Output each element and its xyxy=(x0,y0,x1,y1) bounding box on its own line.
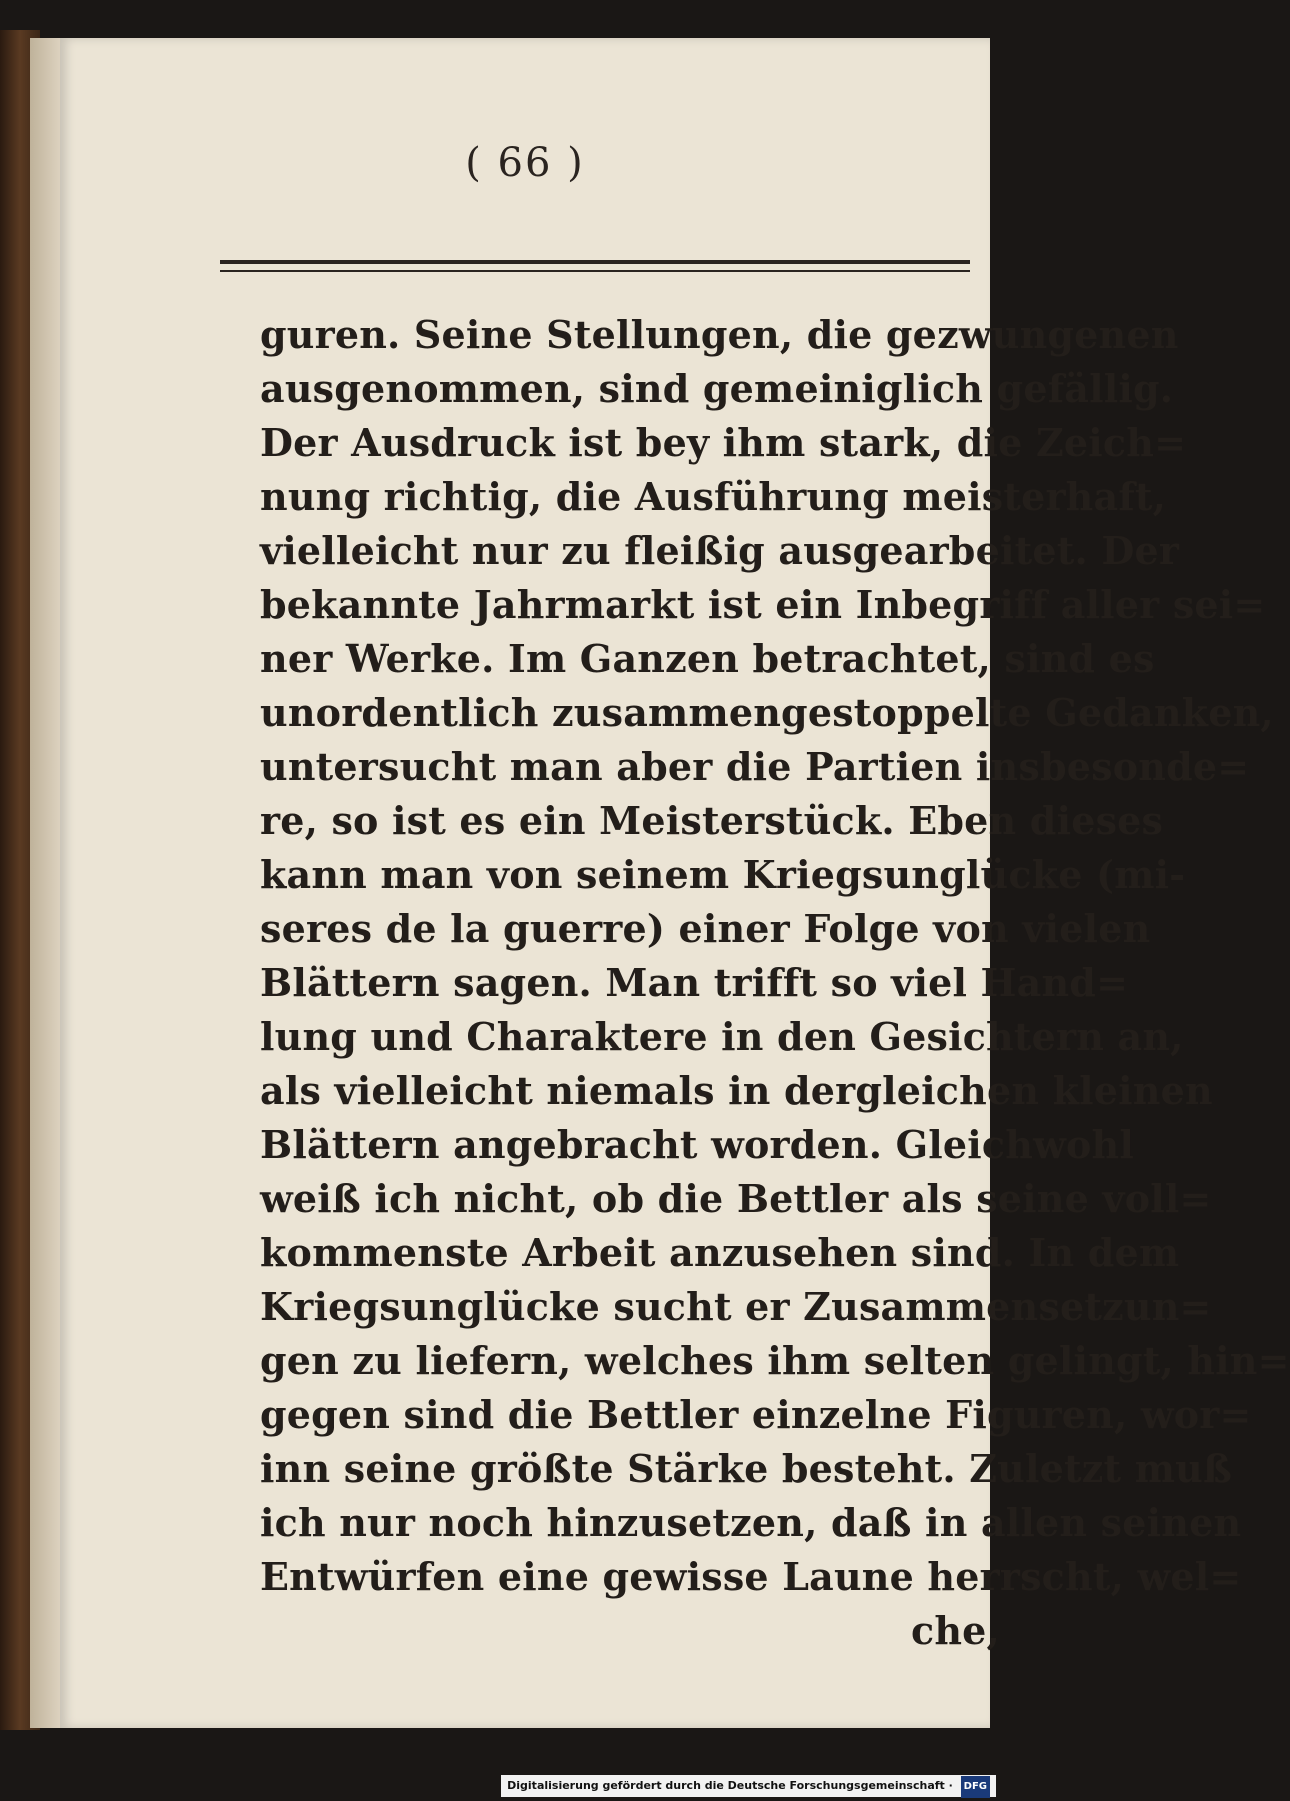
text-line: untersucht man aber die Partien insbesonde= xyxy=(260,744,1250,789)
page-number: ( 66 ) xyxy=(465,140,585,186)
text-line: Blättern sagen. Man trifft so viel Hand= xyxy=(260,960,1129,1005)
body-text xyxy=(260,308,1290,1658)
text-line: unordentlich zusammengestoppelte Gedanken, xyxy=(260,690,1274,735)
text-line: vielleicht nur zu fleißig ausgearbeitet. Der xyxy=(260,528,1180,573)
dfg-logo: DFG xyxy=(961,1776,990,1798)
credit-text: Digitalisierung gefördert durch die Deutsche Forschungsgemeinschaft · xyxy=(507,1779,953,1792)
header-rule-thin xyxy=(220,270,970,272)
text-line: gen zu liefern, welches ihm selten gelingt, hin= xyxy=(260,1338,1290,1383)
text-line: kann man von seinem Kriegsunglücke (mi- xyxy=(260,852,1186,897)
digitization-credit xyxy=(501,1775,996,1797)
text-line: Entwürfen eine gewisse Laune herrscht, wel= xyxy=(260,1554,1242,1599)
text-line: als vielleicht niemals in dergleichen kleinen xyxy=(260,1068,1213,1113)
text-line: ausgenommen, sind gemeiniglich gefällig. xyxy=(260,366,1174,411)
text-line: ner Werke. Im Ganzen betrachtet, sind es xyxy=(260,636,1155,681)
text-line: Kriegsunglücke sucht er Zusammensetzun= xyxy=(260,1284,1212,1329)
book-page xyxy=(60,38,1290,1728)
text-line: inn seine größte Stärke besteht. Zuletzt muß xyxy=(260,1446,1233,1491)
text-line: lung und Charaktere in den Gesichtern an, xyxy=(260,1014,1184,1059)
catchword: che, xyxy=(911,1608,1000,1653)
text-line: ich nur noch hinzusetzen, daß in allen seinen xyxy=(260,1500,1242,1545)
text-line: seres de la guerre) einer Folge von vielen xyxy=(260,906,1151,951)
text-line: kommenste Arbeit anzusehen sind. In dem xyxy=(260,1230,1180,1275)
text-line: Der Ausdruck ist bey ihm stark, die Zeich= xyxy=(260,420,1187,465)
text-line: gegen sind die Bettler einzelne Figuren, wor= xyxy=(260,1392,1252,1437)
text-line: weiß ich nicht, ob die Bettler als seine voll= xyxy=(260,1176,1212,1221)
text-line: re, so ist es ein Meisterstück. Eben dieses xyxy=(260,798,1164,843)
header-rule xyxy=(220,260,970,264)
text-line: bekannte Jahrmarkt ist ein Inbegriff aller sei= xyxy=(260,582,1266,627)
text-line: Blättern angebracht worden. Gleichwohl xyxy=(260,1122,1134,1167)
text-line: nung richtig, die Ausführung meisterhaft, xyxy=(260,474,1167,519)
text-line: guren. Seine Stellungen, die gezwungenen xyxy=(260,312,1179,357)
